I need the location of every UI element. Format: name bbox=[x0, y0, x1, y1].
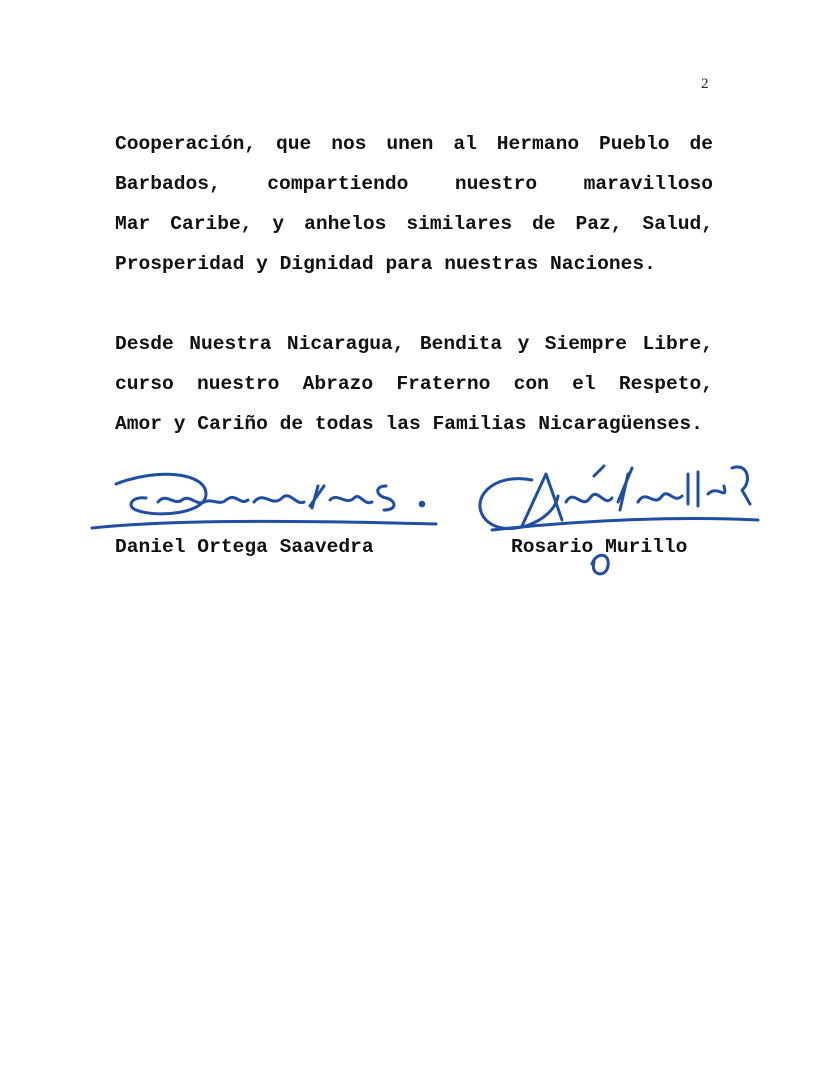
signature-daniel-ortega bbox=[86, 462, 446, 542]
page-number: 2 bbox=[701, 76, 709, 92]
text-line: Cooperación, que nos unen al Hermano Pueblo de bbox=[115, 133, 713, 155]
text-line: Desde Nuestra Nicaragua, Bendita y Siempre Libre, bbox=[115, 333, 713, 355]
text-line: Mar Caribe, y anhelos similares de Paz, Salud, bbox=[115, 213, 713, 235]
text-line: curso nuestro Abrazo Fraterno con el Respeto, bbox=[115, 373, 713, 395]
text-line: Amor y Cariño de todas las Familias Nicaragüenses. bbox=[115, 413, 703, 435]
paragraph-cooperation bbox=[115, 124, 713, 284]
text-line: Barbados, compartiendo nuestro maravilloso bbox=[115, 173, 713, 195]
signer-name: Daniel Ortega Saavedra bbox=[115, 536, 374, 558]
text-line: Prosperidad y Dignidad para nuestras Naciones. bbox=[115, 253, 656, 275]
signature-rosario-murillo bbox=[462, 444, 762, 584]
paragraph-greeting bbox=[115, 324, 713, 444]
signer-name: Rosario Murillo bbox=[511, 536, 688, 558]
